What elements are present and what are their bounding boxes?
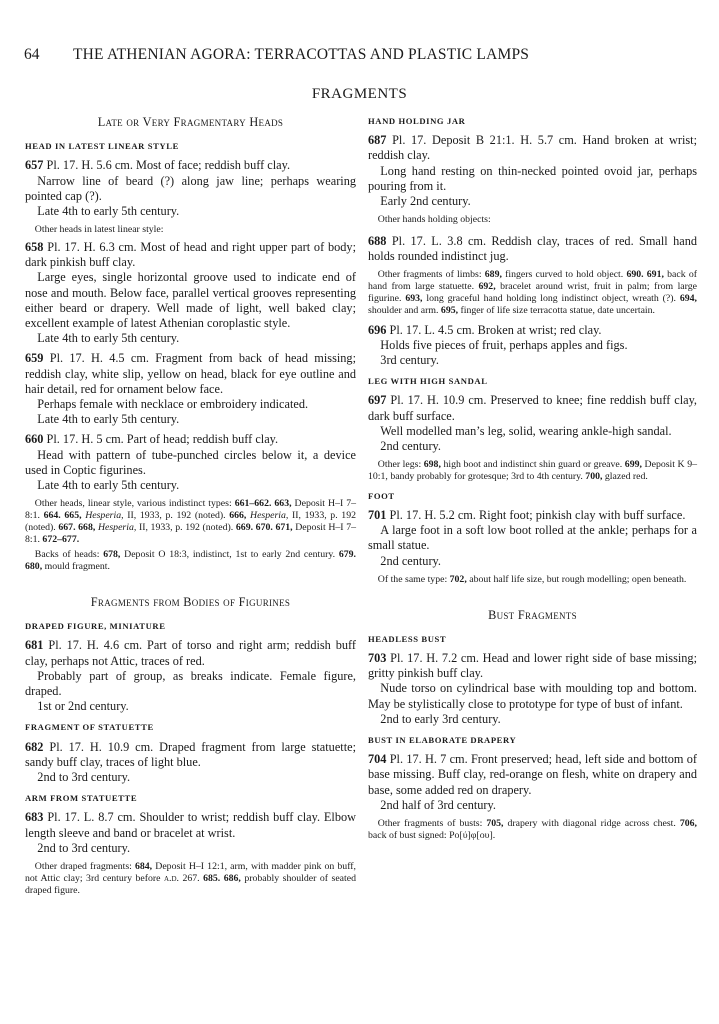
entry-number: 696: [368, 322, 387, 337]
note-other-busts: Other fragments of busts: 705, drapery with diagonal ridge across chest. 706, back of bust signed: Ρο[ύ]φ[ου].: [368, 818, 698, 841]
entry-number: 681: [25, 638, 44, 653]
category-heading: FRAGMENT OF STATUETTE: [25, 722, 154, 733]
entry-date: Early 2nd century.: [380, 194, 471, 209]
entry-number: 701: [368, 508, 387, 523]
entry-date: 2nd century.: [380, 439, 441, 454]
entry-date: 2nd century.: [380, 553, 441, 568]
entry-number: 659: [25, 351, 44, 366]
catalog-entry-658: [25, 240, 356, 346]
entry-commentary: Perhaps female with necklace or embroidery indicated.: [37, 397, 309, 412]
category-heading: LEG WITH HIGH SANDAL: [368, 376, 488, 387]
entry-date: Late 4th to early 5th century.: [37, 478, 180, 493]
note-other-draped: Other draped fragments: 684, Deposit H–I 12:1, arm, with madder pink on buff, not Attic clay; 3rd century before a.d. 267. 685. 686, probably shoulder of seated draped figure.: [25, 861, 356, 896]
entry-description: Pl. 17. L. 3.8 cm. Reddish clay, traces of red. Small hand holds rounded indistinct jug.: [368, 234, 697, 264]
catalog-entry-688: [368, 234, 697, 264]
entry-date: 2nd to early 3rd century.: [380, 711, 501, 726]
entry-commentary: A large foot in a soft low boot rolled at the ankle; perhaps for a small statue.: [368, 523, 697, 553]
entry-date: 1st or 2nd century.: [37, 699, 129, 714]
entry-date: Late 4th to early 5th century.: [37, 412, 180, 427]
subsection-heading: Fragments from Bodies of Figurines: [90, 595, 291, 610]
entry-number: 697: [368, 393, 387, 408]
entry-date: Late 4th to early 5th century.: [37, 331, 180, 346]
entry-number: 683: [25, 810, 44, 825]
entry-commentary: Holds five pieces of fruit, perhaps apples and figs.: [380, 337, 628, 352]
entry-description: Pl. 17. L. 8.7 cm. Shoulder to wrist; reddish buff clay. Elbow length sleeve and band or bracelet at wrist.: [25, 810, 356, 840]
catalog-entry-704: [368, 752, 697, 813]
note-other-legs: Other legs: 698, high boot and indistinct shin guard or greave. 699, Deposit K 9–10:1, bandy probably for grotesque; 3rd to 4th century. 700, glazed red.: [368, 459, 697, 483]
entry-number: 703: [368, 651, 387, 666]
entry-commentary: Long hand resting on thin-necked pointed ovoid jar, perhaps pouring from it.: [368, 163, 697, 193]
entry-date: 2nd to 3rd century.: [37, 840, 131, 855]
entry-date: 3rd century.: [380, 353, 439, 368]
running-title: THE ATHENIAN AGORA: TERRACOTTAS AND PLASTIC LAMPS: [73, 46, 530, 63]
note-other-limbs: Other fragments of limbs: 689, fingers curved to hold object. 690. 691, back of hand from large statuette. 692, bracelet around wrist, fruit in palm; from large figurine. 693, long graceful hand holding long indistinct object, wreath (?). 694, shoulder and arm. 695, finger of life size terracotta statue, date uncertain.: [368, 269, 697, 316]
entry-commentary: Head with pattern of tube-punched circles below it, a device used in Coptic figurines.: [25, 447, 356, 477]
note-other-hands: Other hands holding objects:: [377, 214, 491, 226]
entry-number: 687: [368, 133, 387, 148]
entry-number: 688: [368, 234, 387, 249]
catalog-entry-687: [368, 133, 697, 209]
category-heading: FOOT: [368, 490, 395, 501]
entry-commentary: Probably part of group, as breaks indicate. Female figure, draped.: [25, 668, 356, 699]
category-heading: HEADLESS BUST: [368, 633, 447, 644]
catalog-entry-683: [25, 810, 356, 856]
catalog-entry-681: [25, 638, 356, 714]
subsection-heading: Late or Very Fragmentary Heads: [97, 115, 284, 129]
note-same-type: Of the same type: 702, about half life size, but rough modelling; open beneath.: [377, 573, 687, 585]
entry-date: 2nd half of 3rd century.: [380, 797, 496, 812]
entry-number: 704: [368, 752, 387, 767]
entry-number: 658: [25, 240, 44, 255]
catalog-entry-659: [25, 351, 356, 427]
entry-description: Pl. 17. H. 5 cm. Part of head; reddish buff clay.: [43, 432, 279, 447]
catalog-entry-660: [25, 432, 356, 493]
entry-description: Pl. 17. H. 10.9 cm. Draped fragment from large statuette; sandy buff clay, traces of light blue.: [25, 739, 356, 769]
category-heading: HAND HOLDING JAR: [368, 116, 466, 126]
right-column: [368, 112, 697, 846]
page-number: 64: [24, 46, 40, 63]
entry-description: Pl. 17. H. 5.2 cm. Right foot; pinkish clay with buff surface.: [386, 508, 686, 523]
entry-description: Pl. 17. H. 4.5 cm. Fragment from back of head missing; reddish clay, white slip, yellow on head, black for eye outline and hair detail, red for ornament below face.: [25, 351, 356, 396]
category-heading: HEAD IN LATEST LINEAR STYLE: [25, 141, 179, 152]
section-title: FRAGMENTS: [311, 86, 408, 102]
category-heading: DRAPED FIGURE, MINIATURE: [25, 621, 166, 632]
entry-description: Pl. 17. H. 7.2 cm. Head and lower right side of base missing; gritty pinkish buff clay.: [368, 651, 697, 681]
entry-description: Pl. 17. H. 6.3 cm. Most of head and right upper part of body; dark pinkish buff clay.: [25, 240, 356, 270]
left-column: [25, 112, 356, 900]
entry-description: Pl. 17. L. 4.5 cm. Broken at wrist; red clay.: [386, 322, 602, 337]
category-heading: ARM FROM STATUETTE: [25, 793, 138, 804]
subsection-heading: Bust Fragments: [488, 607, 577, 622]
entry-number: 657: [25, 158, 44, 173]
catalog-entry-682: [25, 740, 356, 786]
category-heading: BUST IN ELABORATE DRAPERY: [368, 735, 517, 746]
entry-commentary: Large eyes, single horizontal groove used to indicate end of nose and mouth. Below face, parallel vertical grooves representing either beard or drapery. Well made of light, well baked clay; excellent example of latest Athenian coroplastic style.: [25, 270, 356, 331]
catalog-entry-696: [368, 323, 697, 369]
entry-date: Late 4th to early 5th century.: [37, 204, 180, 219]
note-other-heads-linear: Other heads in latest linear style:: [34, 224, 164, 236]
catalog-entry-697: [368, 393, 697, 454]
entry-description: Pl. 17. H. 10.9 cm. Preserved to knee; fine reddish buff clay, dark buff surface.: [368, 393, 697, 423]
entry-date: 2nd to 3rd century.: [37, 770, 131, 785]
catalog-entry-701: [368, 508, 697, 569]
entry-commentary: Nude torso on cylindrical base with moulding top and bottom. May be stylistically close to prototype for type of bust of infant.: [368, 681, 697, 711]
entry-description: Pl. 17. H. 4.6 cm. Part of torso and right arm; reddish buff clay, perhaps not Attic, traces of red.: [25, 638, 356, 668]
entry-description: Pl. 17. Deposit B 21:1. H. 5.7 cm. Hand broken at wrist; reddish clay.: [368, 133, 697, 163]
note-backs-of-heads: Backs of heads: 678, Deposit O 18:3, indistinct, 1st to early 2nd century. 679. 680, mould fragment.: [25, 549, 356, 573]
entry-commentary: Well modelled man’s leg, solid, wearing ankle-high sandal.: [380, 423, 672, 438]
note-other-heads: Other heads, linear style, various indistinct types: 661–662. 663, Deposit H–I 7–8:1. 664. 665, Hesperia, II, 1933, p. 192 (noted). 666, Hesperia, II, 1933, p. 192 (noted). 667. 668, Hesperia, II, 1933, p. 192 (noted). 669. 670. 671, Deposit H–I 7–8:1. 672–677.: [25, 498, 357, 545]
catalog-entry-657: [25, 158, 356, 219]
entry-number: 660: [25, 432, 44, 447]
catalog-entry-703: [368, 651, 697, 727]
entry-commentary: Narrow line of beard (?) along jaw line; perhaps wearing pointed cap (?).: [25, 173, 356, 203]
entry-description: Pl. 17. H. 5.6 cm. Most of face; reddish buff clay.: [43, 158, 291, 173]
entry-number: 682: [25, 739, 44, 754]
entry-description: Pl. 17. H. 7 cm. Front preserved; head, left side and bottom of base missing. Buff clay, red-orange on flesh, white on drapery and base, some added red on drapery.: [368, 752, 697, 797]
